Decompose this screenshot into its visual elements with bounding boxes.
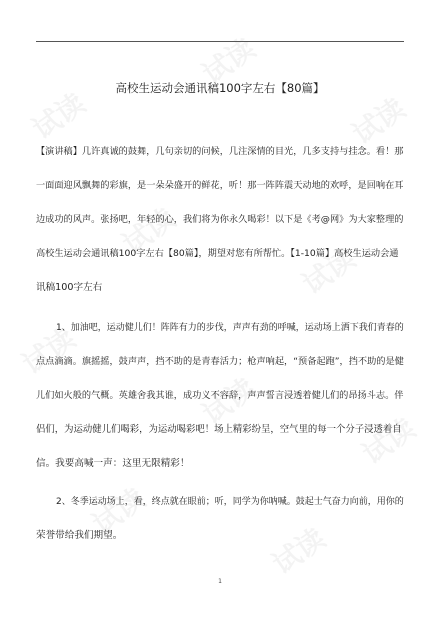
watermark	[344, 88, 413, 153]
intro-line: 【演讲稿】几许真诚的鼓舞，几句亲切的问候，几注深情的目光，几多支持与挂念。看！那	[36, 146, 404, 157]
document-title: 高校生运动会通讯稿100字左右【80篇】	[115, 81, 325, 95]
item1-line: 侣们，为运动健儿们喝彩，为运动喝彩吧！场上精彩纷呈，空气里的每一个分子浸透着自	[36, 424, 402, 435]
watermark	[354, 408, 423, 473]
item2-line: 2、冬季运动场上，看，终点就在眼前；听，同学为你呐喊。鼓起士气奋力向前，用你的	[56, 497, 404, 507]
intro-line: 讯稿100字左右	[36, 282, 103, 293]
page-number: 1	[218, 578, 222, 585]
item1-line: 儿们如火般的气概。英雄舍我其谁，成功义不容辞，声声誓言浸透着健儿们的昂扬斗志。伴	[36, 390, 404, 401]
item1-line: 信。我要高喊一声：这里无限精彩！	[36, 458, 190, 469]
watermark	[264, 518, 333, 583]
intro-line: 边成功的风声。张扬吧，年轻的心，我们将为你永久喝彩！以下是《考@网》为大家整理的	[36, 214, 404, 225]
intro-line: 一面面迎风飘舞的彩旗，是一朵朵盛开的鲜花，听！那一阵阵震天动地的欢呼，是回响在耳	[36, 180, 404, 191]
item1-line: 1、加油吧，运动健儿们！阵阵有力的步伐，声声有劲的呼喊，运动场上洒下我们青春的	[56, 323, 404, 333]
intro-line: 高校生运动会通讯稿100字左右【80篇】，期望对您有所帮忙。【1-10篇】高校生运动会通	[36, 248, 399, 259]
header-rule	[36, 41, 404, 42]
item1-line: 点点滴滴。旗摇摇，鼓声声，挡不助的是青春活力；枪声响起，“预备起跑”，挡不助的是健	[36, 356, 404, 367]
item2-line: 荣誉带给我们期望。	[36, 530, 123, 541]
